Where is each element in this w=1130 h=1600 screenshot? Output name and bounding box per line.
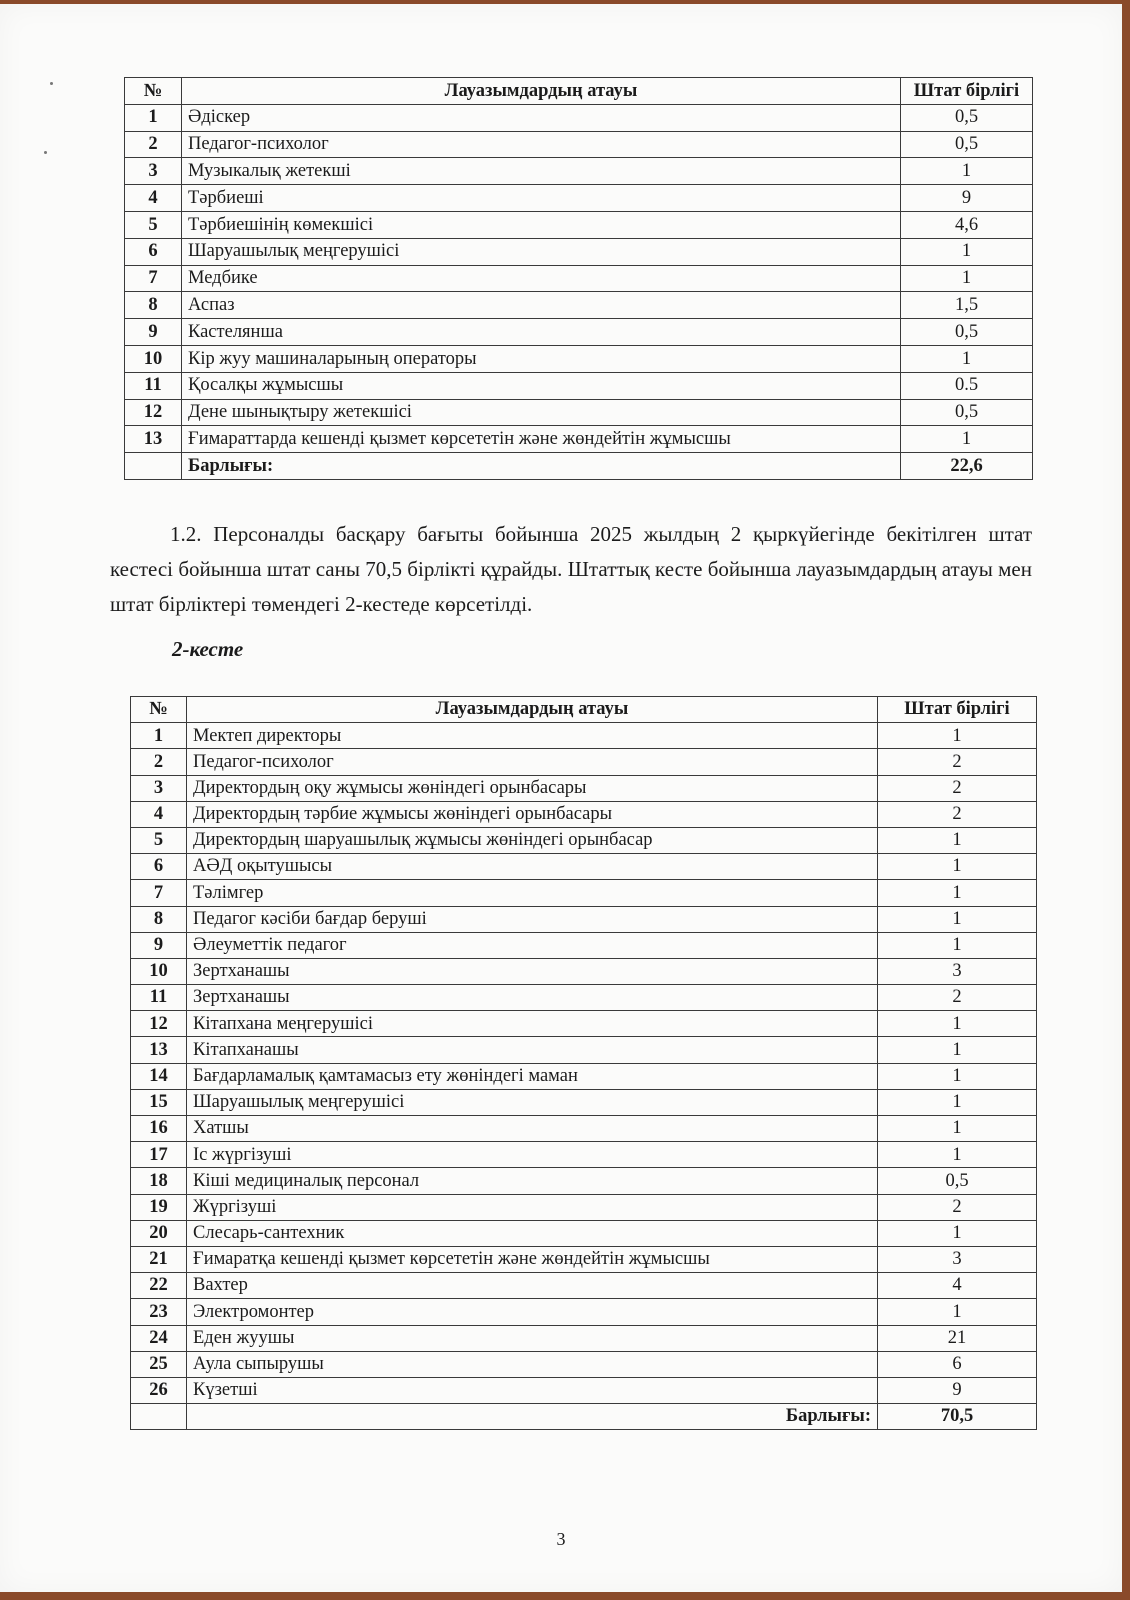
table-row [131, 1089, 1037, 1115]
table-row [125, 265, 1033, 292]
staff-units: 21 [878, 1325, 1037, 1351]
position-name: Аула сыпырушы [187, 1351, 878, 1377]
staff-units: 1 [878, 1299, 1037, 1325]
position-name: Электромонтер [187, 1299, 878, 1325]
staff-units: 1 [878, 1037, 1037, 1063]
position-name: Хатшы [187, 1116, 878, 1142]
row-number: 8 [131, 906, 187, 932]
staff-units: 0,5 [878, 1168, 1037, 1194]
staff-units: 1 [878, 723, 1037, 749]
row-number: 21 [131, 1246, 187, 1272]
row-number: 26 [131, 1377, 187, 1403]
staff-units: 1 [878, 1063, 1037, 1089]
table-row [125, 426, 1033, 453]
position-name: Педагог-психолог [187, 749, 878, 775]
table-row [125, 372, 1033, 399]
staff-units: 1 [878, 1116, 1037, 1142]
table-header-row [131, 697, 1037, 723]
header-number: № [125, 78, 182, 105]
staff-table-1 [124, 77, 1033, 480]
staff-units: 0,5 [901, 131, 1033, 158]
row-number: 14 [131, 1063, 187, 1089]
position-name: Директордың тәрбие жұмысы жөніндегі орынбасары [187, 801, 878, 827]
row-number: 1 [131, 723, 187, 749]
row-number: 11 [125, 372, 182, 399]
staff-units: 1 [901, 238, 1033, 265]
header-position-name: Лауазымдардың атауы [182, 78, 901, 105]
row-number: 4 [125, 185, 182, 212]
table-row [131, 1246, 1037, 1272]
position-name: Тәрбиешінің көмекшісі [182, 211, 901, 238]
staff-units: 0,5 [901, 319, 1033, 346]
staff-units: 1 [878, 827, 1037, 853]
table-row [131, 1220, 1037, 1246]
position-name: Қосалқы жұмысшы [182, 372, 901, 399]
staff-units: 1 [878, 1089, 1037, 1115]
table-row [125, 292, 1033, 319]
staff-units: 1 [878, 906, 1037, 932]
header-staff-units: Штат бірлігі [878, 697, 1037, 723]
staff-units: 2 [878, 985, 1037, 1011]
table-row [131, 1194, 1037, 1220]
table-row [131, 723, 1037, 749]
document-page [0, 4, 1122, 1592]
row-number: 19 [131, 1194, 187, 1220]
staff-units: 1 [878, 932, 1037, 958]
row-number: 12 [131, 1011, 187, 1037]
table-row [125, 211, 1033, 238]
header-number: № [131, 697, 187, 723]
table-row [125, 185, 1033, 212]
row-number: 5 [131, 827, 187, 853]
staff-units: 3 [878, 1246, 1037, 1272]
table-row [131, 1037, 1037, 1063]
staff-units: 1 [901, 426, 1033, 453]
position-name: Еден жуушы [187, 1325, 878, 1351]
staff-units: 2 [878, 749, 1037, 775]
scan-speck [44, 151, 47, 154]
position-name: Директордың шаруашылық жұмысы жөніндегі орынбасар [187, 827, 878, 853]
table-row [125, 399, 1033, 426]
position-name: Бағдарламалық қамтамасыз ету жөніндегі маман [187, 1063, 878, 1089]
position-name: Әлеуметтік педагог [187, 932, 878, 958]
table-row [131, 1116, 1037, 1142]
total-value: 22,6 [901, 453, 1033, 480]
row-number: 23 [131, 1299, 187, 1325]
staff-units: 4,6 [901, 211, 1033, 238]
position-name: Ғимараттарда кешенді қызмет көрсететін және жөндейтін жұмысшы [182, 426, 901, 453]
staff-units: 3 [878, 958, 1037, 984]
row-number: 17 [131, 1142, 187, 1168]
staff-units: 0,5 [901, 399, 1033, 426]
table-row [131, 1377, 1037, 1403]
row-number: 25 [131, 1351, 187, 1377]
position-name: Іс жүргізуші [187, 1142, 878, 1168]
table-header-row [125, 78, 1033, 105]
staff-units: 2 [878, 801, 1037, 827]
staff-units: 1 [878, 1220, 1037, 1246]
row-number: 5 [125, 211, 182, 238]
header-staff-units: Штат бірлігі [901, 78, 1033, 105]
table-row [131, 775, 1037, 801]
position-name: Музыкалық жетекші [182, 158, 901, 185]
total-empty-cell [131, 1404, 187, 1430]
position-name: Директордың оқу жұмысы жөніндегі орынбасары [187, 775, 878, 801]
table-caption: 2-кесте [172, 637, 244, 661]
row-number: 11 [131, 985, 187, 1011]
position-name: Вахтер [187, 1273, 878, 1299]
body-paragraph: 1.2. Персоналды басқару бағыты бойынша 2025 жылдың 2 қыркүйегінде бекітілген штат кестесі бойынша штат саны 70,5 бірлікті құрайды. Штаттық кесте бойынша лауазымдардың атауы мен штат бірліктері төмендегі 2-кестеде көрсетілді. [110, 522, 1032, 616]
position-name: Күзетші [187, 1377, 878, 1403]
position-name: Әдіскер [182, 104, 901, 131]
row-number: 9 [131, 932, 187, 958]
row-number: 1 [125, 104, 182, 131]
position-name: Кітапханашы [187, 1037, 878, 1063]
table-row [125, 104, 1033, 131]
row-number: 15 [131, 1089, 187, 1115]
table-row [131, 985, 1037, 1011]
table-total-row [131, 1404, 1037, 1430]
row-number: 12 [125, 399, 182, 426]
table-row [131, 1063, 1037, 1089]
table-row [131, 854, 1037, 880]
position-name: Зертханашы [187, 985, 878, 1011]
position-name: АӘД оқытушысы [187, 854, 878, 880]
table-row [125, 158, 1033, 185]
position-name: Медбике [182, 265, 901, 292]
position-name: Аспаз [182, 292, 901, 319]
row-number: 7 [125, 265, 182, 292]
table-row [131, 1011, 1037, 1037]
position-name: Кастелянша [182, 319, 901, 346]
position-name: Шаруашылық меңгерушісі [187, 1089, 878, 1115]
table-row [131, 958, 1037, 984]
position-name: Педагог кәсіби бағдар беруші [187, 906, 878, 932]
table-row [131, 1299, 1037, 1325]
table-row [131, 1168, 1037, 1194]
row-number: 2 [131, 749, 187, 775]
table-row [131, 1142, 1037, 1168]
table-row [131, 1273, 1037, 1299]
row-number: 18 [131, 1168, 187, 1194]
table-row [131, 827, 1037, 853]
row-number: 20 [131, 1220, 187, 1246]
position-name: Слесарь-сантехник [187, 1220, 878, 1246]
table-row [131, 801, 1037, 827]
position-name: Тәлімгер [187, 880, 878, 906]
staff-units: 9 [901, 185, 1033, 212]
table-row [131, 906, 1037, 932]
staff-units: 1 [901, 345, 1033, 372]
row-number: 10 [131, 958, 187, 984]
page-number: 3 [556, 1529, 566, 1549]
staff-units: 1 [878, 854, 1037, 880]
position-name: Зертханашы [187, 958, 878, 984]
table-row [125, 345, 1033, 372]
staff-units: 6 [878, 1351, 1037, 1377]
row-number: 24 [131, 1325, 187, 1351]
table-row [131, 1351, 1037, 1377]
row-number: 4 [131, 801, 187, 827]
staff-units: 4 [878, 1273, 1037, 1299]
row-number: 9 [125, 319, 182, 346]
row-number: 7 [131, 880, 187, 906]
staff-units: 1 [878, 1011, 1037, 1037]
staff-units: 2 [878, 775, 1037, 801]
row-number: 16 [131, 1116, 187, 1142]
staff-units: 2 [878, 1194, 1037, 1220]
scan-speck [50, 82, 53, 85]
staff-units: 1 [901, 158, 1033, 185]
position-name: Педагог-психолог [182, 131, 901, 158]
staff-units: 0.5 [901, 372, 1033, 399]
staff-units: 1 [901, 265, 1033, 292]
total-label: Барлығы: [182, 453, 901, 480]
row-number: 10 [125, 345, 182, 372]
total-value: 70,5 [878, 1404, 1037, 1430]
row-number: 3 [125, 158, 182, 185]
row-number: 13 [131, 1037, 187, 1063]
position-name: Дене шынықтыру жетекшісі [182, 399, 901, 426]
row-number: 6 [125, 238, 182, 265]
table-row [131, 749, 1037, 775]
position-name: Тәрбиеші [182, 185, 901, 212]
table-row [125, 238, 1033, 265]
position-name: Шаруашылық меңгерушісі [182, 238, 901, 265]
table-row [131, 1325, 1037, 1351]
staff-units: 1 [878, 1142, 1037, 1168]
position-name: Ғимаратқа кешенді қызмет көрсететін және жөндейтін жұмысшы [187, 1246, 878, 1272]
row-number: 3 [131, 775, 187, 801]
position-name: Кір жуу машиналарының операторы [182, 345, 901, 372]
row-number: 2 [125, 131, 182, 158]
staff-units: 0,5 [901, 104, 1033, 131]
position-name: Кітапхана меңгерушісі [187, 1011, 878, 1037]
total-empty-cell [125, 453, 182, 480]
position-name: Мектеп директоры [187, 723, 878, 749]
table-row [125, 319, 1033, 346]
staff-units: 9 [878, 1377, 1037, 1403]
row-number: 13 [125, 426, 182, 453]
staff-table-2 [130, 696, 1037, 1430]
row-number: 6 [131, 854, 187, 880]
table-total-row [125, 453, 1033, 480]
row-number: 22 [131, 1273, 187, 1299]
staff-units: 1 [878, 880, 1037, 906]
table-row [125, 131, 1033, 158]
header-position-name: Лауазымдардың атауы [187, 697, 878, 723]
position-name: Кіші медициналық персонал [187, 1168, 878, 1194]
table-row [131, 932, 1037, 958]
total-label: Барлығы: [187, 1404, 878, 1430]
staff-units: 1,5 [901, 292, 1033, 319]
table-row [131, 880, 1037, 906]
position-name: Жүргізуші [187, 1194, 878, 1220]
row-number: 8 [125, 292, 182, 319]
